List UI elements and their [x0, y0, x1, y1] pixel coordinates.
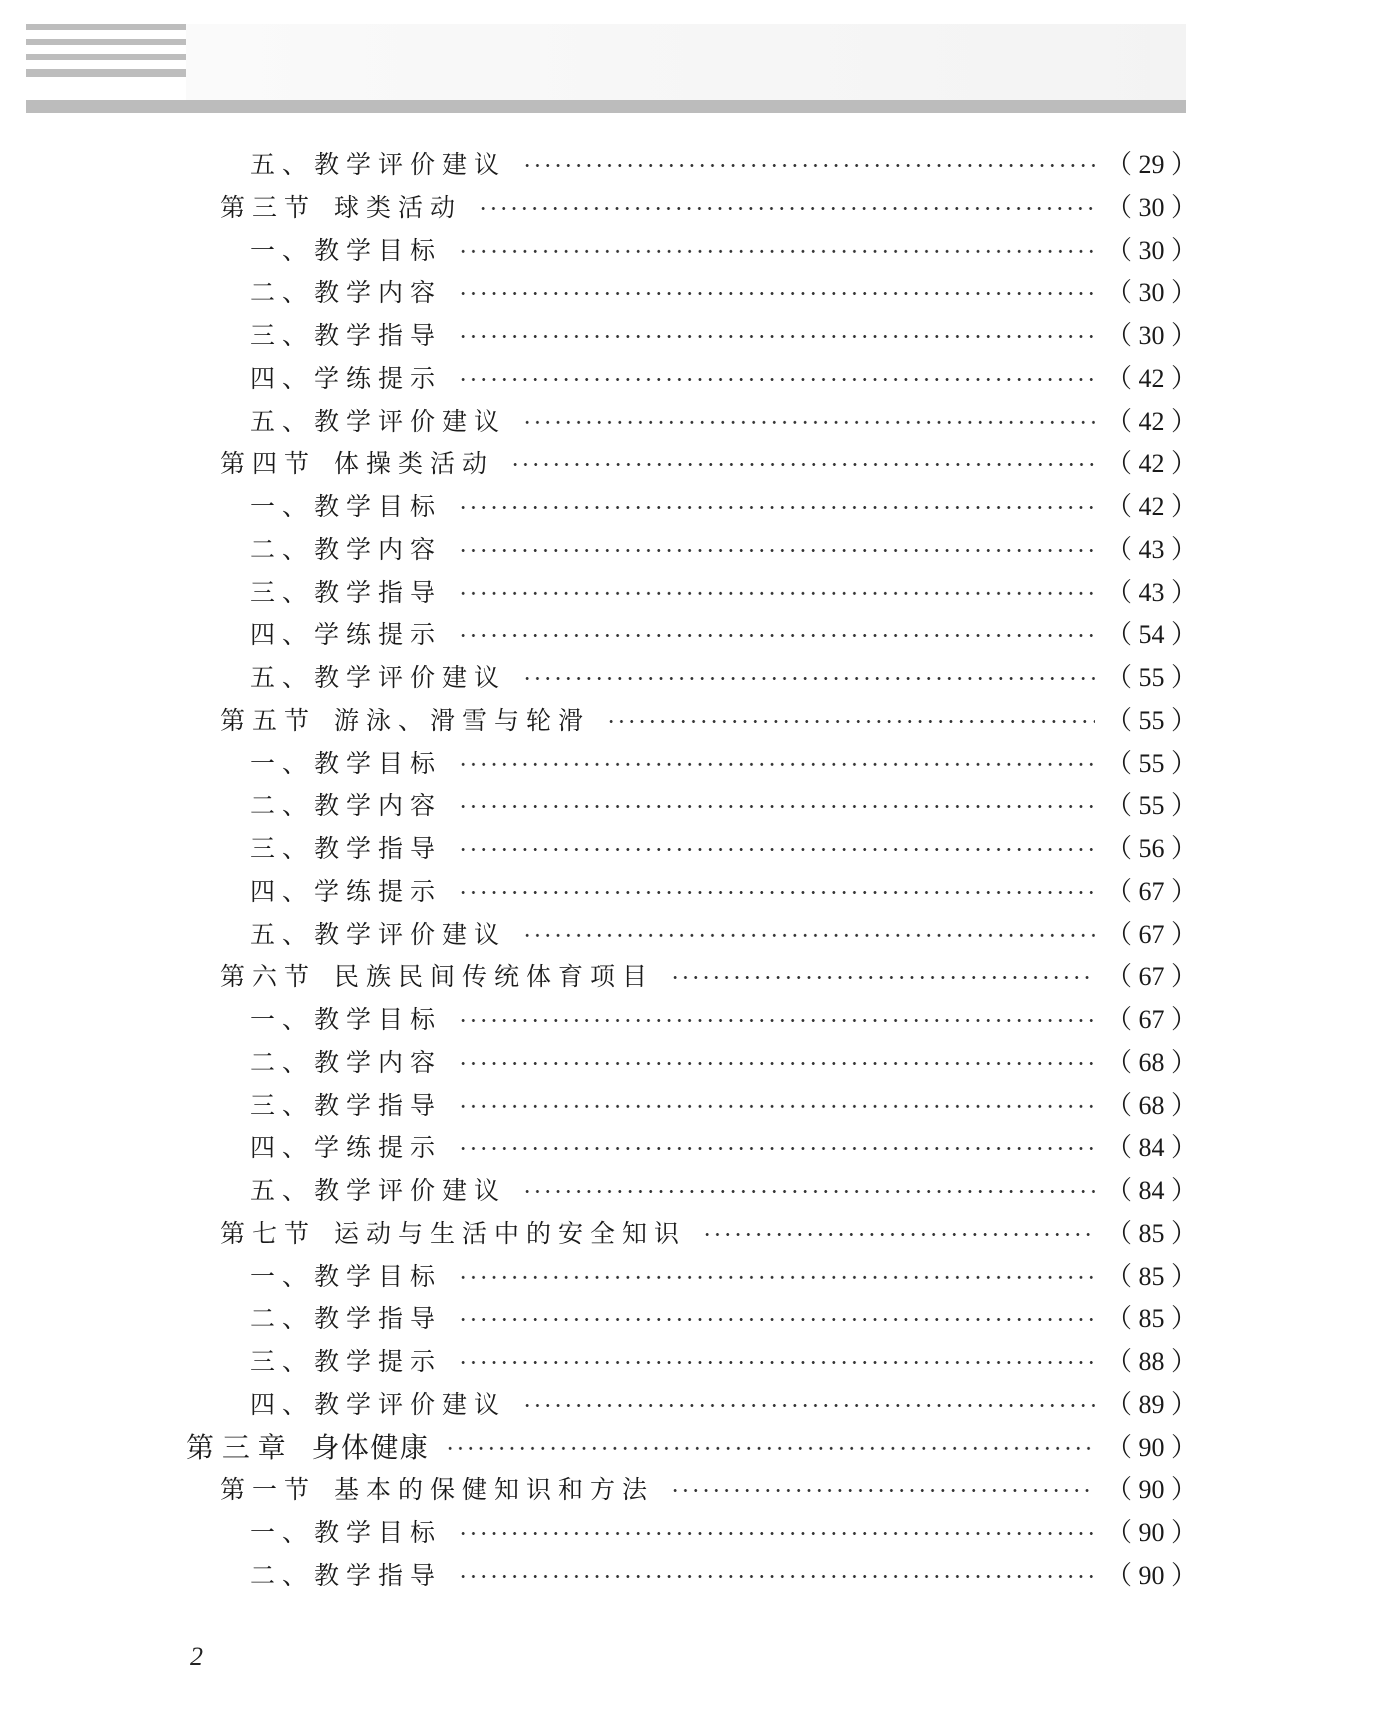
toc-entry-number: 三、 — [250, 1347, 315, 1376]
toc-entry-page: （ 90 ） — [1106, 1560, 1198, 1590]
toc-entry-page: （ 85 ） — [1106, 1304, 1198, 1334]
toc-entry-text: 民族民间传统体育项目 — [334, 962, 655, 992]
toc-entry-title — [250, 230, 442, 273]
toc-entry-text: 运动与生活中的安全知识 — [334, 1218, 687, 1248]
toc-entry-section[interactable] — [0, 1469, 1380, 1512]
toc-entry-title — [250, 315, 442, 358]
toc-dot-leader — [458, 486, 1095, 529]
toc-entry-title — [220, 443, 494, 486]
toc-entry-section[interactable] — [0, 956, 1380, 999]
toc-entry-number: 五、 — [250, 1176, 315, 1205]
toc-entry-text: 教学评价建议 — [314, 1176, 507, 1205]
toc-entry-item[interactable] — [0, 828, 1380, 871]
toc-entry-number: 五、 — [250, 150, 315, 179]
toc-dot-leader — [458, 1256, 1095, 1299]
toc-dot-leader — [458, 1085, 1095, 1128]
toc-entry-number: 二、 — [250, 278, 315, 308]
toc-entry-title — [250, 272, 442, 315]
toc-entry-item[interactable] — [0, 486, 1380, 529]
toc-entry-section[interactable] — [0, 187, 1380, 230]
toc-entry-text: 身体健康 — [311, 1430, 430, 1464]
toc-entry-title — [250, 572, 442, 615]
toc-entry-page: （ 85 ） — [1106, 1261, 1198, 1291]
toc-entry-section[interactable] — [0, 1213, 1380, 1256]
toc-entry-title — [250, 401, 506, 444]
toc-dot-leader — [522, 144, 1095, 187]
toc-entry-number: 一、 — [250, 748, 315, 778]
toc-dot-leader — [458, 272, 1095, 315]
toc-entry-item[interactable] — [0, 614, 1380, 657]
toc-entry-text: 教学指导 — [314, 577, 443, 607]
toc-entry-page: （ 43 ） — [1106, 577, 1198, 607]
toc-entry-title — [186, 1427, 429, 1470]
toc-dot-leader — [522, 401, 1095, 444]
toc-dot-leader — [458, 871, 1095, 914]
toc-entry-title — [220, 700, 590, 743]
toc-entry-page: （ 67 ） — [1106, 962, 1198, 992]
toc-entry-page: （ 43 ） — [1106, 534, 1198, 564]
toc-entry-item[interactable] — [0, 144, 1380, 187]
toc-entry-text: 教学指导 — [314, 834, 443, 863]
toc-entry-text: 教学内容 — [314, 791, 443, 821]
toc-dot-leader — [670, 956, 1095, 999]
toc-entry-number: 二、 — [250, 1304, 315, 1334]
toc-entry-page: （ 67 ） — [1106, 876, 1198, 906]
toc-entry-item[interactable] — [0, 657, 1380, 700]
toc-entry-text: 教学指导 — [314, 1304, 443, 1334]
toc-entry-number: 一、 — [250, 492, 315, 521]
toc-dot-leader — [458, 1341, 1095, 1384]
toc-entry-number: 第四节 — [220, 449, 317, 479]
toc-entry-text: 体操类活动 — [334, 449, 495, 479]
toc-entry-text: 教学评价建议 — [314, 1389, 507, 1419]
toc-entry-number: 四、 — [250, 876, 315, 906]
header-panel — [186, 24, 1186, 102]
toc-entry-item[interactable] — [0, 529, 1380, 572]
toc-dot-leader — [606, 700, 1095, 743]
toc-entry-title — [250, 1170, 506, 1213]
toc-entry-text: 教学指导 — [314, 1560, 443, 1590]
toc-entry-page: （ 68 ） — [1106, 1090, 1198, 1120]
toc-entry-item[interactable] — [0, 1042, 1380, 1085]
toc-entry-text: 教学评价建议 — [314, 406, 507, 436]
toc-entry-title — [250, 358, 442, 401]
toc-entry-title — [250, 1384, 506, 1427]
toc-entry-page: （ 89 ） — [1106, 1389, 1198, 1419]
toc-dot-leader — [522, 1384, 1095, 1427]
header-decoration-stripes — [26, 24, 186, 77]
page-number: 2 — [190, 1642, 203, 1671]
toc-entry-item[interactable] — [0, 1256, 1380, 1299]
toc-entry-title — [250, 828, 442, 871]
toc-entry-item[interactable] — [0, 1298, 1380, 1341]
toc-dot-leader — [458, 1127, 1095, 1170]
toc-dot-leader — [478, 187, 1095, 230]
toc-entry-page: （ 30 ） — [1106, 192, 1198, 222]
toc-entry-page: （ 88 ） — [1106, 1347, 1198, 1376]
toc-dot-leader — [458, 230, 1095, 273]
toc-entry-item[interactable] — [0, 1512, 1380, 1555]
toc-entry-page: （ 55 ） — [1106, 705, 1198, 735]
toc-entry-item[interactable] — [0, 1127, 1380, 1170]
toc-entry-text: 学练提示 — [314, 1133, 443, 1163]
toc-entry-section[interactable] — [0, 443, 1380, 486]
header-stripe — [26, 69, 186, 77]
toc-entry-text: 学练提示 — [314, 363, 443, 393]
toc-entry-text: 教学目标 — [314, 1005, 443, 1034]
toc-entry-number: 三、 — [250, 321, 315, 350]
toc-entry-chapter[interactable] — [0, 1427, 1380, 1470]
toc-entry-number: 三、 — [250, 577, 315, 607]
toc-dot-leader — [445, 1427, 1095, 1470]
toc-dot-leader — [458, 614, 1095, 657]
toc-entry-page: （ 29 ） — [1106, 150, 1198, 179]
toc-entry-page: （ 55 ） — [1106, 791, 1198, 821]
toc-entry-number: 第三章 — [186, 1430, 294, 1464]
toc-dot-leader — [510, 443, 1095, 486]
toc-entry-number: 四、 — [250, 363, 315, 393]
toc-entry-number: 二、 — [250, 1047, 315, 1077]
toc-entry-text: 教学内容 — [314, 1047, 443, 1077]
toc-entry-number: 第六节 — [220, 962, 317, 992]
toc-dot-leader — [458, 1298, 1095, 1341]
toc-entry-page: （ 42 ） — [1106, 363, 1198, 393]
toc-entry-page: （ 56 ） — [1106, 834, 1198, 863]
toc-entry-text: 教学目标 — [314, 1518, 443, 1547]
toc-entry-title — [250, 614, 442, 657]
toc-entry-number: 第三节 — [220, 192, 317, 222]
toc-entry-item[interactable] — [0, 914, 1380, 957]
toc-entry-page: （ 68 ） — [1106, 1047, 1198, 1077]
toc-entry-page: （ 42 ） — [1106, 449, 1198, 479]
toc-entry-number: 一、 — [250, 1261, 315, 1291]
toc-entry-item[interactable] — [0, 1555, 1380, 1598]
toc-entry-text: 教学目标 — [314, 1261, 443, 1291]
toc-entry-page: （ 30 ） — [1106, 278, 1198, 308]
toc-entry-number: 五、 — [250, 406, 315, 436]
toc-dot-leader — [458, 1042, 1095, 1085]
toc-entry-text: 教学评价建议 — [314, 919, 507, 949]
toc-entry-number: 四、 — [250, 1133, 315, 1163]
toc-entry-item[interactable] — [0, 1384, 1380, 1427]
toc-entry-item[interactable] — [0, 871, 1380, 914]
toc-entry-number: 三、 — [250, 1090, 315, 1120]
toc-dot-leader — [522, 1170, 1095, 1213]
toc-entry-page: （ 67 ） — [1106, 919, 1198, 949]
toc-dot-leader — [522, 914, 1095, 957]
toc-dot-leader — [458, 999, 1095, 1042]
toc-entry-page: （ 30 ） — [1106, 235, 1198, 265]
header-stripe — [26, 39, 186, 45]
toc-entry-page: （ 85 ） — [1106, 1218, 1198, 1248]
toc-entry-item[interactable] — [0, 272, 1380, 315]
toc-entry-text: 教学评价建议 — [314, 663, 507, 692]
toc-entry-text: 学练提示 — [314, 876, 443, 906]
toc-entry-title — [250, 785, 442, 828]
toc-entry-text: 游泳、滑雪与轮滑 — [334, 705, 591, 735]
toc-entry-page: （ 90 ） — [1106, 1518, 1198, 1547]
toc-entry-title — [250, 144, 506, 187]
toc-entry-number: 一、 — [250, 1005, 315, 1034]
toc-entry-number: 第七节 — [220, 1218, 317, 1248]
toc-entry-text: 教学内容 — [314, 534, 443, 564]
toc-dot-leader — [458, 358, 1095, 401]
toc-entry-item[interactable] — [0, 315, 1380, 358]
toc-entry-title — [250, 1555, 442, 1598]
toc-entry-title — [250, 529, 442, 572]
toc-entry-text: 教学目标 — [314, 748, 443, 778]
toc-entry-page: （ 42 ） — [1106, 492, 1198, 521]
header-bar — [26, 100, 1186, 113]
toc-entry-number: 二、 — [250, 1560, 315, 1590]
toc-entry-item[interactable] — [0, 1341, 1380, 1384]
toc-entry-item[interactable] — [0, 358, 1380, 401]
toc-dot-leader — [458, 315, 1095, 358]
toc-entry-title — [250, 657, 506, 700]
toc-entry-item[interactable] — [0, 743, 1380, 786]
toc-entry-number: 一、 — [250, 235, 315, 265]
toc-entry-title — [250, 743, 442, 786]
toc-dot-leader — [458, 529, 1095, 572]
toc-dot-leader — [458, 743, 1095, 786]
toc-entry-item[interactable] — [0, 572, 1380, 615]
toc-entry-number: 二、 — [250, 791, 315, 821]
table-of-contents — [0, 144, 1380, 1598]
toc-entry-item[interactable] — [0, 785, 1380, 828]
toc-entry-page: （ 67 ） — [1106, 1005, 1198, 1034]
toc-dot-leader — [458, 572, 1095, 615]
toc-entry-title — [250, 871, 442, 914]
toc-entry-number: 四、 — [250, 1389, 315, 1419]
toc-entry-page: （ 55 ） — [1106, 748, 1198, 778]
toc-entry-title — [220, 1213, 686, 1256]
toc-entry-title — [250, 1085, 442, 1128]
toc-entry-page: （ 90 ） — [1106, 1475, 1198, 1505]
toc-entry-title — [250, 1042, 442, 1085]
toc-entry-item[interactable] — [0, 230, 1380, 273]
toc-entry-item[interactable] — [0, 401, 1380, 444]
toc-dot-leader — [458, 1555, 1095, 1598]
toc-entry-title — [250, 1512, 442, 1555]
toc-entry-number: 五、 — [250, 663, 315, 692]
toc-dot-leader — [458, 1512, 1095, 1555]
toc-entry-title — [250, 1256, 442, 1299]
toc-entry-title — [220, 187, 462, 230]
toc-entry-number: 三、 — [250, 834, 315, 863]
toc-entry-title — [250, 1127, 442, 1170]
toc-entry-item[interactable] — [0, 1170, 1380, 1213]
toc-entry-text: 教学指导 — [314, 321, 443, 350]
toc-entry-number: 第五节 — [220, 705, 317, 735]
toc-entry-page: （ 84 ） — [1106, 1133, 1198, 1163]
toc-entry-text: 基本的保健知识和方法 — [334, 1475, 655, 1505]
toc-entry-item[interactable] — [0, 999, 1380, 1042]
toc-entry-text: 教学内容 — [314, 278, 443, 308]
toc-entry-number: 二、 — [250, 534, 315, 564]
toc-entry-number: 五、 — [250, 919, 315, 949]
toc-dot-leader — [522, 657, 1095, 700]
header-stripe — [26, 54, 186, 60]
toc-dot-leader — [458, 785, 1095, 828]
toc-entry-text: 教学目标 — [314, 492, 443, 521]
toc-entry-number: 四、 — [250, 620, 315, 650]
toc-entry-page: （ 84 ） — [1106, 1176, 1198, 1205]
toc-entry-number: 第一节 — [220, 1475, 317, 1505]
toc-entry-title — [250, 914, 506, 957]
toc-entry-title — [220, 1469, 654, 1512]
toc-entry-title — [250, 1341, 442, 1384]
toc-entry-title — [220, 956, 654, 999]
toc-entry-text: 学练提示 — [314, 620, 443, 650]
toc-dot-leader — [670, 1469, 1095, 1512]
toc-entry-text: 教学提示 — [314, 1347, 443, 1376]
toc-entry-page: （ 30 ） — [1106, 321, 1198, 350]
toc-entry-text: 教学目标 — [314, 235, 443, 265]
toc-entry-page: （ 54 ） — [1106, 620, 1198, 650]
toc-dot-leader — [702, 1213, 1095, 1256]
toc-entry-text: 球类活动 — [334, 192, 463, 222]
toc-entry-page: （ 90 ） — [1106, 1432, 1198, 1462]
toc-entry-text: 教学指导 — [314, 1090, 443, 1120]
toc-entry-page: （ 55 ） — [1106, 663, 1198, 692]
toc-entry-title — [250, 999, 442, 1042]
header-stripe — [26, 24, 186, 30]
toc-entry-number: 一、 — [250, 1518, 315, 1547]
toc-entry-section[interactable] — [0, 700, 1380, 743]
toc-entry-page: （ 42 ） — [1106, 406, 1198, 436]
toc-entry-title — [250, 1298, 442, 1341]
toc-entry-title — [250, 486, 442, 529]
toc-entry-item[interactable] — [0, 1085, 1380, 1128]
toc-dot-leader — [458, 828, 1095, 871]
toc-entry-text: 教学评价建议 — [314, 150, 507, 179]
